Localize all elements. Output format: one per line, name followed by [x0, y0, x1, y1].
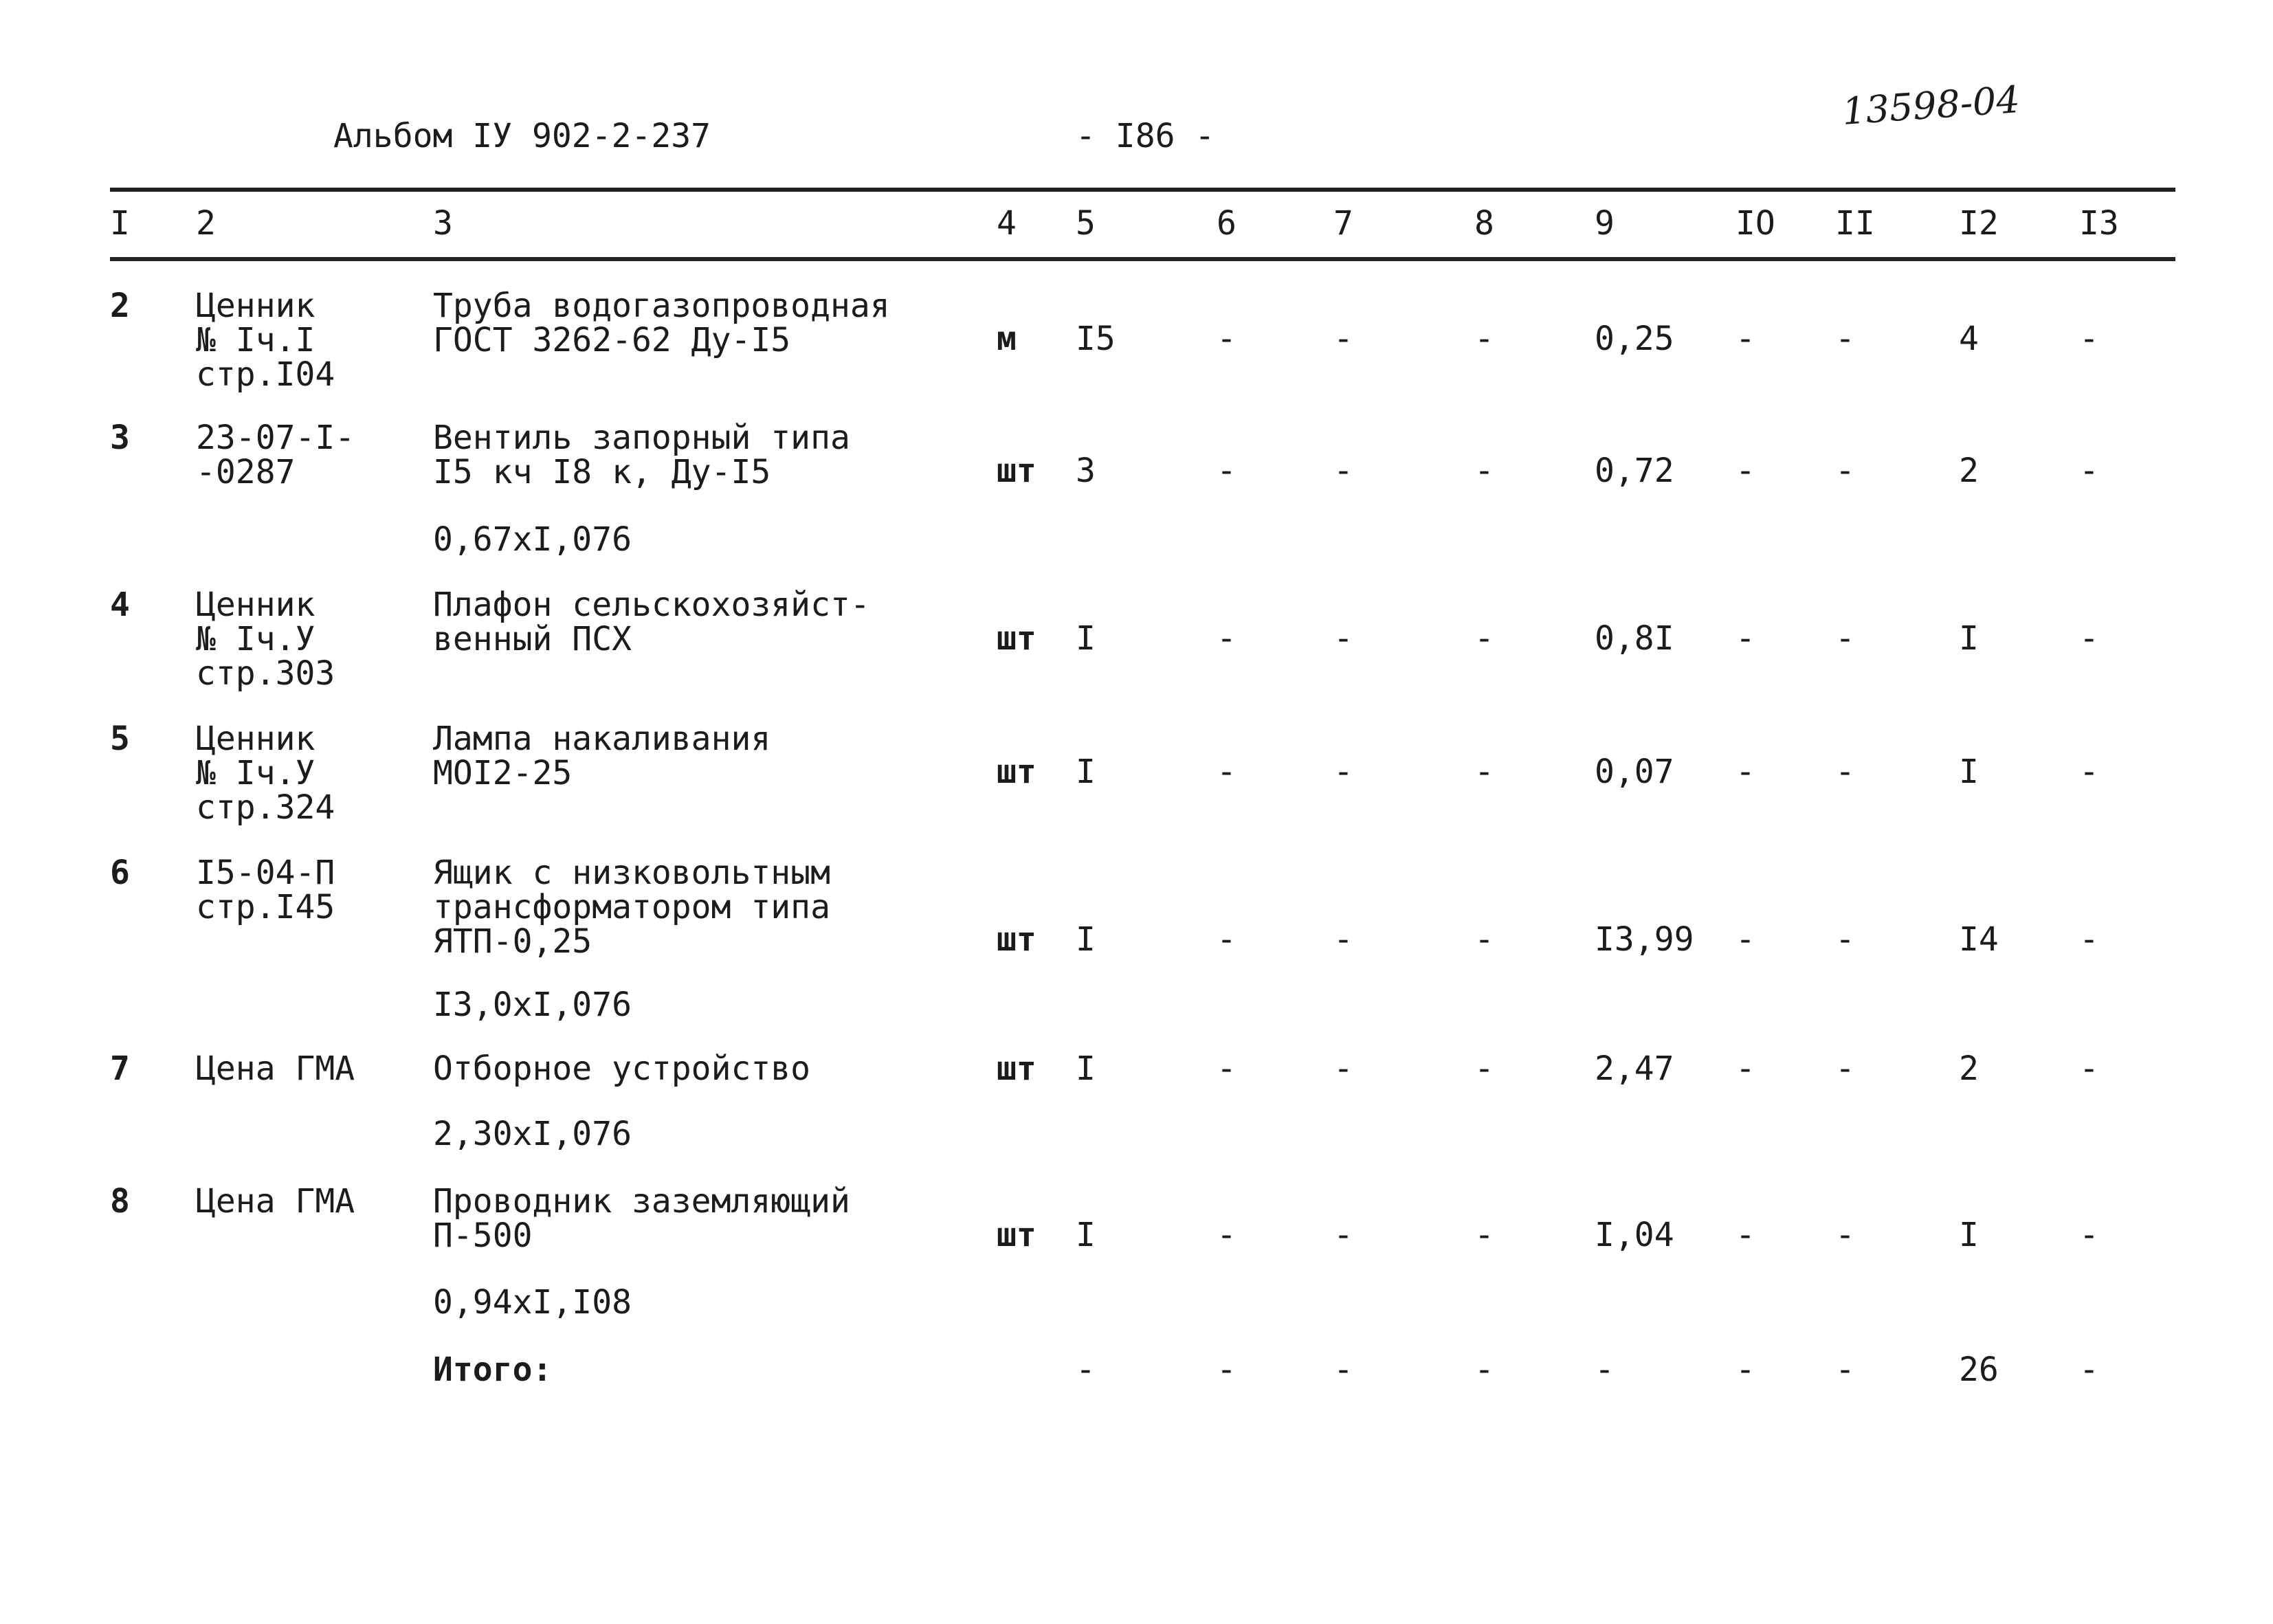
source-reference-line: Цена ГМА [196, 1049, 355, 1088]
col6-cell: - [1217, 619, 1237, 658]
col13-cell: - [2079, 619, 2099, 658]
col11-cell: - [1835, 1216, 1855, 1254]
total-c6-cell: - [1217, 1350, 1237, 1389]
source-reference-line: Цена ГМА [196, 1182, 355, 1221]
calculation-note: I3,0xI,076 [433, 986, 632, 1024]
column-number-6: 6 [1217, 204, 1237, 243]
quantity-cell: I [1076, 753, 1096, 791]
col6-cell: - [1217, 1216, 1237, 1254]
col8-cell: - [1474, 1049, 1494, 1088]
column-number-9: 9 [1595, 204, 1615, 243]
col12-cell: 2 [1959, 452, 1979, 490]
total-c7-cell: - [1333, 1350, 1353, 1389]
unit-price-cell: 0,07 [1595, 753, 1674, 791]
calculation-note: 0,94xI,I08 [433, 1283, 632, 1322]
unit-cell: шт [997, 920, 1036, 959]
source-reference-line: стр.I45 [196, 888, 335, 926]
col7-cell: - [1333, 619, 1353, 658]
unit-price-cell: 2,47 [1595, 1049, 1674, 1088]
quantity-cell: I [1076, 1216, 1096, 1254]
table-top-rule [110, 188, 2175, 192]
col10-cell: - [1736, 619, 1755, 658]
unit-cell: шт [997, 1049, 1036, 1088]
total-c5-cell: - [1076, 1350, 1096, 1389]
total-label: Итого: [433, 1350, 553, 1389]
col6-cell: - [1217, 753, 1237, 791]
column-number-13: I3 [2079, 204, 2119, 243]
col10-cell: - [1736, 920, 1755, 959]
description-line: трансформатором типа [433, 888, 830, 926]
total-c12-cell: 26 [1959, 1350, 1999, 1389]
col10-cell: - [1736, 320, 1755, 358]
description-line: Лампа накаливания [433, 720, 771, 758]
source-reference-line: Ценник [196, 586, 315, 624]
source-reference-line: Ценник [196, 287, 315, 325]
unit-cell: шт [997, 452, 1036, 490]
source-reference-line: № Iч.I [196, 321, 315, 359]
col10-cell: - [1736, 1049, 1755, 1088]
col7-cell: - [1333, 920, 1353, 959]
col8-cell: - [1474, 320, 1494, 358]
col6-cell: - [1217, 452, 1237, 490]
source-reference-line: № Iч.У [196, 620, 315, 658]
row-number: 2 [110, 287, 130, 325]
source-reference-line: № Iч.У [196, 754, 315, 792]
column-number-7: 7 [1333, 204, 1353, 243]
row-number: 8 [110, 1182, 130, 1221]
unit-price-cell: 0,25 [1595, 320, 1674, 358]
col12-cell: 2 [1959, 1049, 1979, 1088]
col6-cell: - [1217, 1049, 1237, 1088]
calculation-note: 0,67xI,076 [433, 520, 632, 559]
row-number: 6 [110, 854, 130, 892]
col8-cell: - [1474, 452, 1494, 490]
column-header-rule [110, 257, 2175, 261]
column-number-10: IO [1736, 204, 1775, 243]
col7-cell: - [1333, 1216, 1353, 1254]
col11-cell: - [1835, 452, 1855, 490]
col11-cell: - [1835, 1049, 1855, 1088]
quantity-cell: I5 [1076, 320, 1116, 358]
source-reference-line: 23-07-I- [196, 419, 355, 457]
unit-cell: шт [997, 1216, 1036, 1254]
col11-cell: - [1835, 920, 1855, 959]
description-line: Плафон сельскохозяйст- [433, 586, 870, 624]
column-number-3: 3 [433, 204, 453, 243]
description-line: Трубa водогазопроводная [433, 287, 890, 325]
row-number: 3 [110, 419, 130, 457]
total-c9-cell: - [1595, 1350, 1615, 1389]
column-number-8: 8 [1474, 204, 1494, 243]
unit-cell: шт [997, 619, 1036, 658]
source-reference-line: I5-04-П [196, 854, 335, 892]
unit-price-cell: I3,99 [1595, 920, 1694, 959]
col8-cell: - [1474, 753, 1494, 791]
col7-cell: - [1333, 1049, 1353, 1088]
description-line: I5 кч I8 к, Ду-I5 [433, 453, 771, 491]
description-line: П-500 [433, 1216, 533, 1255]
source-reference-line: стр.324 [196, 788, 335, 827]
source-reference-line: -0287 [196, 453, 296, 491]
unit-price-cell: 0,72 [1595, 452, 1674, 490]
col8-cell: - [1474, 619, 1494, 658]
row-number: 4 [110, 586, 130, 624]
quantity-cell: I [1076, 1049, 1096, 1088]
column-number-5: 5 [1076, 204, 1096, 243]
col13-cell: - [2079, 320, 2099, 358]
column-number-4: 4 [997, 204, 1017, 243]
total-c13-cell: - [2079, 1350, 2099, 1389]
col10-cell: - [1736, 452, 1755, 490]
unit-cell: м [997, 320, 1017, 358]
col7-cell: - [1333, 320, 1353, 358]
description-line: венный ПСХ [433, 620, 632, 658]
row-number: 7 [110, 1049, 130, 1088]
col7-cell: - [1333, 452, 1353, 490]
total-c8-cell: - [1474, 1350, 1494, 1389]
description-line: ГОСТ 3262-62 Ду-I5 [433, 321, 791, 359]
column-number-1: I [110, 204, 130, 243]
col13-cell: - [2079, 1216, 2099, 1254]
col12-cell: 4 [1959, 320, 1979, 358]
col12-cell: I [1959, 619, 1979, 658]
col13-cell: - [2079, 753, 2099, 791]
col13-cell: - [2079, 920, 2099, 959]
description-line: Вентиль запорный типа [433, 419, 850, 457]
document-code: 13598-04 [1841, 78, 2021, 133]
col12-cell: I [1959, 753, 1979, 791]
description-line: ЯТП-0,25 [433, 922, 592, 961]
description-line: Ящик с низковольтным [433, 854, 830, 892]
col11-cell: - [1835, 753, 1855, 791]
column-number-2: 2 [196, 204, 216, 243]
description-line: МОI2-25 [433, 754, 573, 792]
col13-cell: - [2079, 452, 2099, 490]
quantity-cell: 3 [1076, 452, 1096, 490]
col8-cell: - [1474, 1216, 1494, 1254]
unit-price-cell: I,04 [1595, 1216, 1674, 1254]
source-reference-line: стр.303 [196, 654, 335, 693]
album-title: Альбом IУ 902-2-237 [333, 117, 711, 155]
description-line: Отборное устройство [433, 1049, 811, 1088]
col7-cell: - [1333, 753, 1353, 791]
quantity-cell: I [1076, 619, 1096, 658]
source-reference-line: Ценник [196, 720, 315, 758]
source-reference-line: стр.I04 [196, 355, 335, 394]
col12-cell: I4 [1959, 920, 1999, 959]
total-c11-cell: - [1835, 1350, 1855, 1389]
column-number-11: II [1835, 204, 1875, 243]
col10-cell: - [1736, 1216, 1755, 1254]
col10-cell: - [1736, 753, 1755, 791]
description-line: Проводник заземляющий [433, 1182, 850, 1221]
col13-cell: - [2079, 1049, 2099, 1088]
column-number-12: I2 [1959, 204, 1999, 243]
row-number: 5 [110, 720, 130, 758]
col8-cell: - [1474, 920, 1494, 959]
unit-cell: шт [997, 753, 1036, 791]
unit-price-cell: 0,8I [1595, 619, 1674, 658]
calculation-note: 2,30xI,076 [433, 1115, 632, 1153]
col11-cell: - [1835, 320, 1855, 358]
page-number: - I86 - [1076, 117, 1215, 155]
col6-cell: - [1217, 920, 1237, 959]
col12-cell: I [1959, 1216, 1979, 1254]
col6-cell: - [1217, 320, 1237, 358]
total-c10-cell: - [1736, 1350, 1755, 1389]
col11-cell: - [1835, 619, 1855, 658]
quantity-cell: I [1076, 920, 1096, 959]
